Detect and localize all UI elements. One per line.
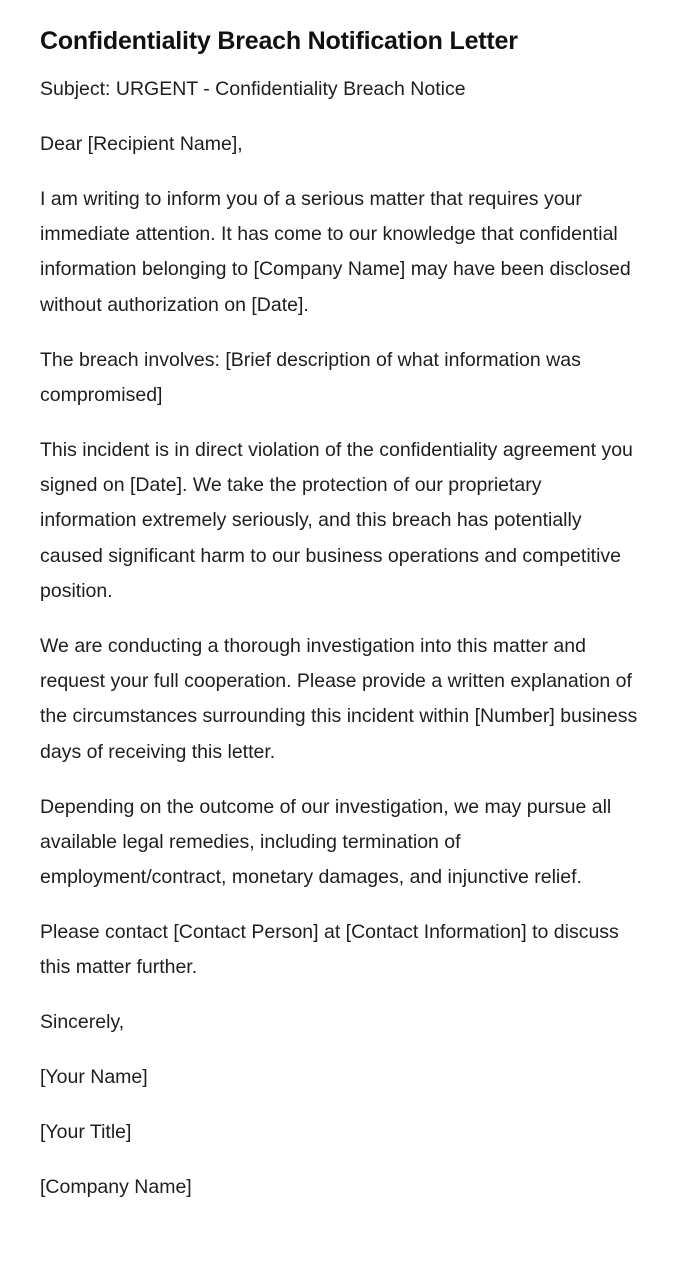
signature-company: [Company Name] xyxy=(40,1175,192,1198)
paragraph-breach-description: The breach involves: [Brief description of what information was compromised] xyxy=(40,348,581,406)
signature-name: [Your Name] xyxy=(40,1066,148,1089)
letter-closing: Sincerely, xyxy=(40,1011,125,1034)
letter-title: Confidentiality Breach Notification Letter xyxy=(40,27,518,55)
paragraph-investigation: We are conducting a thorough investigation into this matter and request your full cooperation. Please provide a written explanation of the circumstances surrounding this incident within [Number] business days of receiving this letter. xyxy=(40,634,638,763)
paragraph-legal-remedies: Depending on the outcome of our investigation, we may pursue all available legal remedies, including termination of employment/contract, monetary damages, and injunctive relief. xyxy=(40,795,612,889)
letter-greeting: Dear [Recipient Name], xyxy=(40,132,243,155)
letter-subject: Subject: URGENT - Confidentiality Breach Notice xyxy=(40,78,466,100)
signature-title: [Your Title] xyxy=(40,1121,132,1144)
paragraph-notice: I am writing to inform you of a serious matter that requires your immediate attention. It has come to our knowledge that confidential information belonging to [Company Name] may have been disclosed without authorization on [Date]. xyxy=(40,187,631,316)
paragraph-violation: This incident is in direct violation of the confidentiality agreement you signed on [Date]. We take the protection of our proprietary information extremely seriously, and this breach has potentially caused significant harm to our business operations and competitive position. xyxy=(40,438,633,602)
paragraph-contact: Please contact [Contact Person] at [Contact Information] to discuss this matter further. xyxy=(40,921,619,979)
